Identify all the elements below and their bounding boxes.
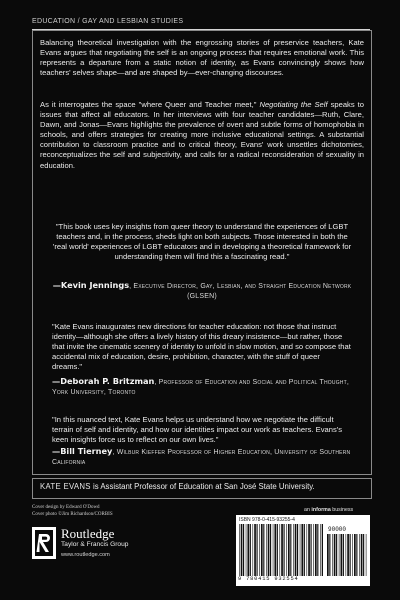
barcode-bar <box>297 524 298 576</box>
barcode-bar <box>352 534 353 576</box>
endorsement-quote-1: "This book uses key insights from queer theory to understand the experiences of LGBT teachers and, in the process, sheds light on both subjects. Those interested in both the 'real world' experiences of LGBT educators and in developing a theoretical framework for understanding them will find this a fascinating read." <box>52 222 352 262</box>
barcode-bar <box>295 524 297 576</box>
endorsement-attribution-3 <box>52 446 352 468</box>
book-title: Negotiating the Self <box>259 100 328 109</box>
barcode-bar <box>334 534 336 576</box>
barcode-bar <box>247 524 249 576</box>
barcode-bar <box>286 524 287 576</box>
barcode-bar <box>339 534 340 576</box>
barcode-bar <box>250 524 251 576</box>
publisher-name: Routledge <box>61 526 115 541</box>
barcode-bar <box>359 534 360 576</box>
barcode-bar <box>308 524 310 576</box>
endorsement-quote-2: "Kate Evans inaugurates new directions for teacher education: not those that instruct identity—although she offers a lively history of this dreary insistence—but rather, those that invite the cinematic scenery of identity to unfold in slow motion, and so compose that accidental mix of education, desire, prohibition, character, with the stuff of queer dreams." <box>52 322 351 372</box>
price-code: 90000 <box>328 526 347 533</box>
cover-photo-credit: Cover photo ©Jim Richardson/CORBIS <box>32 511 113 517</box>
barcode-bar <box>347 534 349 576</box>
endorsement-attribution-2 <box>52 376 352 398</box>
barcode-bar <box>273 524 274 576</box>
informa-prefix: an <box>304 507 312 513</box>
barcode-bar <box>304 524 305 576</box>
endorser-role-3: , Wilbur Kieffer Professor of Higher Education, University of Southern California <box>52 449 351 466</box>
isbn-number: ISBN 978-0-415-93255-4 <box>239 517 295 523</box>
barcode-bar <box>266 524 267 576</box>
barcode-bar <box>293 524 294 576</box>
barcode-bar <box>320 524 321 576</box>
barcode-bar <box>274 524 276 576</box>
publisher-url: www.routledge.com <box>61 552 110 558</box>
barcode-bar <box>343 534 344 576</box>
barcode-bar <box>290 524 291 576</box>
author-bio-text: is Assistant Professor of Education at San José State University. <box>90 482 315 491</box>
endorser-name-2: —Deborah P. Britzman <box>52 376 155 386</box>
barcode-bar <box>246 524 247 576</box>
informa-brand: informa <box>311 507 331 513</box>
barcode-bar <box>317 524 318 576</box>
barcode-bar <box>311 524 312 576</box>
barcode-bar <box>313 524 314 576</box>
barcode-bar <box>361 534 363 576</box>
description-paragraph-2 <box>40 100 364 171</box>
barcode-bar <box>300 524 301 576</box>
description-paragraph-1 <box>40 38 364 78</box>
endorsement-attribution-1 <box>52 280 352 302</box>
publisher-logo <box>32 527 152 571</box>
barcode-bar <box>281 524 283 576</box>
endorser-name-3: —Bill Tierney <box>52 446 113 456</box>
barcode-bar <box>263 524 264 576</box>
barcode-bar <box>346 534 347 576</box>
informa-tagline <box>304 507 353 513</box>
barcode-bar <box>329 534 330 576</box>
barcode-bar <box>239 524 240 576</box>
barcode-bar <box>307 524 308 576</box>
description-text-2: As it interrogates the space "where Queer and Teacher meet," Negotiating the Self speaks to issues that affect all educators. In her interviews with four teacher candidates—Ruth, Clare, Dawn, and Jonas—Evans highlights the prevalence of overt and subtle forms of homophobia in schools, and offers strategies for creating more inclusive educational settings. A substantial contribution to classroom practice and to critical theory, Evans' work unsettles dichotomies, reconceptualizes the self and subjectivity, and calls for a radical reconsideration of sexuality in education. <box>40 100 364 170</box>
barcode-bar <box>327 534 329 576</box>
barcode-bar <box>261 524 263 576</box>
author-bio <box>40 482 370 491</box>
endorsement-quote-3: "In this nuanced text, Kate Evans helps us understand how we negotiate the difficult terrain of self and identity, and how our identities impact our work as teachers. Evans's keen insights force us to reflect on our own lives." <box>52 415 343 445</box>
barcode-bar <box>322 524 323 576</box>
barcode-bar <box>350 534 351 576</box>
barcode-bar <box>254 524 256 576</box>
barcode-bar <box>301 524 303 576</box>
cover-design-credit: Cover design by Edward O'Dowd <box>32 505 100 510</box>
barcode-bar <box>341 534 343 576</box>
category-label: EDUCATION / GAY AND LESBIAN STUDIES <box>32 18 184 25</box>
routledge-logo-icon <box>32 527 56 559</box>
endorser-name-1: —Kevin Jennings <box>52 280 130 290</box>
barcode-bar <box>253 524 254 576</box>
barcode-bar <box>363 534 364 576</box>
cover-credits <box>32 505 113 518</box>
barcode-bar <box>315 524 317 576</box>
barcode-bar <box>332 534 333 576</box>
barcode-bar <box>243 524 244 576</box>
publisher-group: Taylor & Francis Group <box>61 541 129 548</box>
barcode-bar <box>257 524 258 576</box>
barcode-bar <box>356 534 357 576</box>
description-text-1: Balancing theoretical investigation with the engrossing stories of preservice teachers, Kate Evans argues that negotiating the self is an ongoing process that requires emotional work. This represents a departure from a static notion of identity, as Evans convincingly shows how teachers' selves shape—and are shaped by—ever-changing discourses. <box>40 38 364 78</box>
barcode-bar <box>336 534 337 576</box>
barcode-bar <box>366 534 367 576</box>
barcode-bar <box>284 524 285 576</box>
barcode-bar <box>259 524 260 576</box>
barcode-bar <box>268 524 270 576</box>
informa-suffix: business <box>330 507 354 513</box>
author-name: KATE EVANS <box>40 482 91 491</box>
barcode-digits: 9 780415 932554 <box>238 576 299 582</box>
barcode-bar <box>288 524 290 576</box>
barcode-bar <box>241 524 243 576</box>
barcode-bar <box>277 524 278 576</box>
endorser-role-2: , Professor of Education and Social and Political Thought, York University, Toronto <box>52 379 350 396</box>
barcode-bar <box>354 534 356 576</box>
endorser-role-1: , Executive Director, Gay, Lesbian, and Straight Education Network (GLSEN) <box>129 283 352 300</box>
barcode-main <box>239 524 323 576</box>
barcode-addon <box>327 534 367 576</box>
barcode-bar <box>280 524 281 576</box>
barcode-bar <box>270 524 271 576</box>
barcode-panel <box>236 515 370 586</box>
